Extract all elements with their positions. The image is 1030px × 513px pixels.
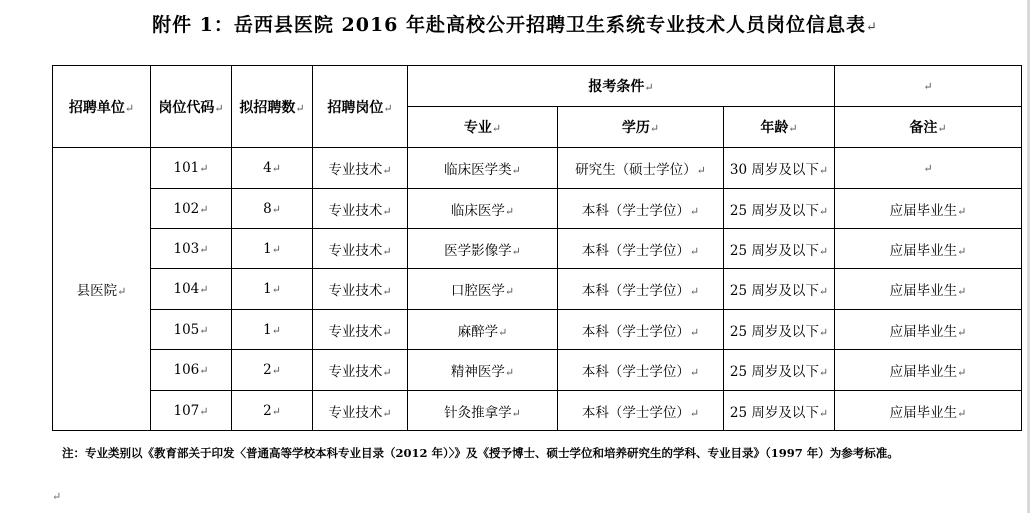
code-cell: 102↵ [151,189,232,229]
code-cell: 106↵ [151,350,232,391]
position-table [52,65,1022,431]
code-cell: 103↵ [151,229,232,269]
table-row [53,350,1022,391]
remark-cell: 应届毕业生↵ [835,350,1022,391]
header-age: 年龄↵ [724,107,835,148]
table-row [53,310,1022,350]
position-cell: 专业技术↵ [313,189,408,229]
remark-cell: 应届毕业生↵ [835,310,1022,350]
paragraph-mark-icon: ↵ [52,490,62,503]
title-text: 附件 1：岳西县医院 2016 年赴高校公开招聘卫生系统专业技术人员岗位信息表 [152,14,867,36]
education-cell: 本科（学士学位）↵ [558,391,724,431]
position-cell: 专业技术↵ [313,148,408,189]
position-cell: 专业技术↵ [313,310,408,350]
education-cell: 本科（学士学位）↵ [558,229,724,269]
remark-cell: 应届毕业生↵ [835,229,1022,269]
page-title [0,10,1030,37]
major-cell: 口腔医学↵ [408,269,558,310]
header-major: 专业↵ [408,107,558,148]
remark-cell: 应届毕业生↵ [835,189,1022,229]
major-cell: 临床医学类↵ [408,148,558,189]
count-cell: 2↵ [232,350,313,391]
header-blank: ↵ [835,66,1022,107]
count-cell: 1↵ [232,310,313,350]
age-cell: 30 周岁及以下↵ [724,148,835,189]
age-cell: 25 周岁及以下↵ [724,229,835,269]
major-cell: 精神医学↵ [408,350,558,391]
code-cell: 101↵ [151,148,232,189]
age-cell: 25 周岁及以下↵ [724,269,835,310]
position-cell: 专业技术↵ [313,229,408,269]
table-row [53,189,1022,229]
remark-cell: 应届毕业生↵ [835,391,1022,431]
count-cell: 1↵ [232,269,313,310]
header-row-1 [53,66,1022,107]
unit-cell: 县医院↵ [53,148,151,431]
header-education: 学历↵ [558,107,724,148]
education-cell: 本科（学士学位）↵ [558,189,724,229]
position-cell: 专业技术↵ [313,269,408,310]
count-cell: 8↵ [232,189,313,229]
header-unit: 招聘单位↵ [53,66,151,148]
education-cell: 本科（学士学位）↵ [558,350,724,391]
major-cell: 临床医学↵ [408,189,558,229]
table-row [53,269,1022,310]
header-remark: 备注↵ [835,107,1022,148]
table-row [53,148,1022,189]
age-cell: 25 周岁及以下↵ [724,391,835,431]
education-cell: 本科（学士学位）↵ [558,269,724,310]
header-requirements: 报考条件↵ [408,66,835,107]
remark-cell: 应届毕业生↵ [835,269,1022,310]
education-cell: 本科（学士学位）↵ [558,310,724,350]
count-cell: 1↵ [232,229,313,269]
count-cell: 4↵ [232,148,313,189]
table-row [53,391,1022,431]
age-cell: 25 周岁及以下↵ [724,189,835,229]
age-cell: 25 周岁及以下↵ [724,350,835,391]
header-position: 招聘岗位↵ [313,66,408,148]
footnote: 注：专业类别以《教育部关于印发〈普通高等学校本科专业目录（2012 年）〉》及《授予博士、硕士学位和培养研究生的学科、专业目录》（1997 年）为参考标准。 [62,446,899,460]
major-cell: 针灸推拿学↵ [408,391,558,431]
table-row [53,229,1022,269]
code-cell: 107↵ [151,391,232,431]
code-cell: 105↵ [151,310,232,350]
age-cell: 25 周岁及以下↵ [724,310,835,350]
education-cell: 研究生（硕士学位）↵ [558,148,724,189]
code-cell: 104↵ [151,269,232,310]
header-code: 岗位代码↵ [151,66,232,148]
remark-cell: ↵ [835,148,1022,189]
major-cell: 医学影像学↵ [408,229,558,269]
count-cell: 2↵ [232,391,313,431]
position-cell: 专业技术↵ [313,350,408,391]
position-cell: 专业技术↵ [313,391,408,431]
paragraph-mark-icon: ↵ [866,20,878,35]
major-cell: 麻醉学↵ [408,310,558,350]
header-count: 拟招聘数↵ [232,66,313,148]
